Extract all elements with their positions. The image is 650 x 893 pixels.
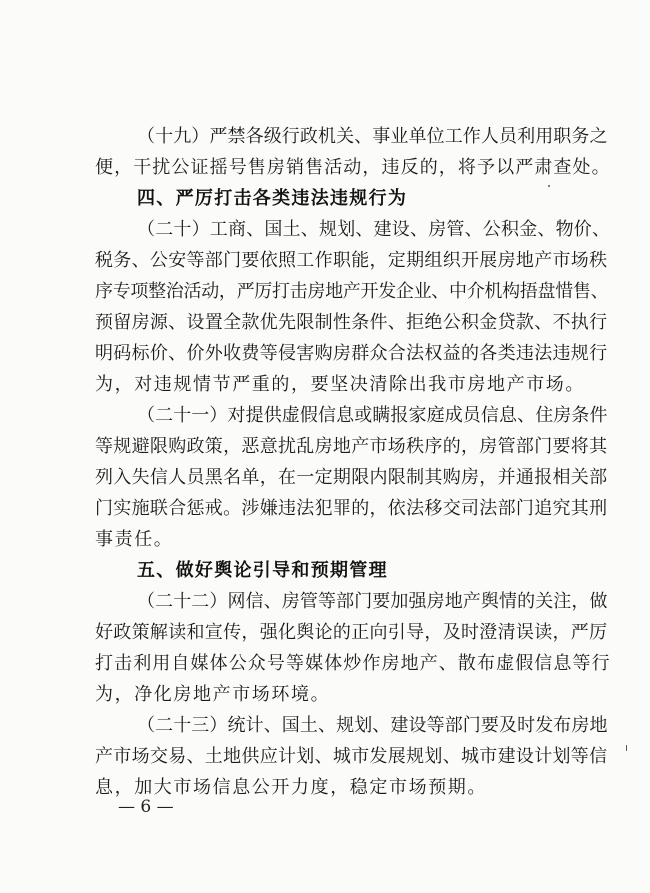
paragraph-21-line-2: 等规避限购政策，恶意扰乱房地产市场秩序的，房管部门要将其 [95, 436, 608, 457]
paragraph-19-line-2: 便，干扰公证摇号售房销售活动，违反的，将予以严肃查处。 [95, 157, 611, 178]
scan-speck [548, 185, 550, 187]
section-heading-5: 五、做好舆论引导和预期管理 [137, 560, 388, 581]
paragraph-21-line-1: （二十一）对提供虚假信息或瞒报家庭成员信息、住房条件 [137, 405, 608, 426]
paragraph-22-line-2: 好政策解读和宣传，强化舆论的正向引导，及时澄清误读，严厉 [95, 622, 608, 643]
page-number: — 6 — [118, 797, 174, 817]
paragraph-19-line-1: （十九）严禁各级行政机关、事业单位工作人员利用职务之 [137, 126, 608, 147]
paragraph-20-line-1: （二十）工商、国土、规划、建设、房管、公积金、物价、 [137, 219, 611, 240]
paragraph-22-line-4: 为，净化房地产市场环境。 [95, 684, 331, 705]
paragraph-23-line-3: 息，加大市场信息公开力度，稳定市场预期。 [95, 777, 487, 798]
scan-speck [626, 745, 627, 751]
paragraph-20-line-2: 税务、公安等部门要依照工作职能，定期组织开展房地产市场秩 [95, 250, 608, 271]
paragraph-23-line-1: （二十三）统计、国土、规划、建设等部门要及时发布房地 [137, 715, 608, 736]
paragraph-22-line-3: 打击利用自媒体公众号等媒体炒作房地产、散布虚假信息等行 [95, 653, 611, 674]
paragraph-20-line-6: 为，对违规情节严重的，要坚决清除出我市房地产市场。 [95, 374, 585, 395]
paragraph-20-line-3: 序专项整治活动，严厉打击房地产开发企业、中介机构捂盘惜售、 [95, 281, 609, 302]
paragraph-23-line-2: 产市场交易、土地供应计划、城市发展规划、城市建设计划等信 [95, 746, 608, 767]
paragraph-20-line-4: 预留房源、设置全款优先限制性条件、拒绝公积金贷款、不执行 [95, 312, 608, 333]
paragraph-21-line-3: 列入失信人员黑名单，在一定期限内限制其购房，并通报相关部 [95, 467, 608, 488]
section-heading-4: 四、严厉打击各类违法违规行为 [137, 188, 408, 209]
paragraph-21-line-5: 事责任。 [95, 529, 174, 550]
paragraph-22-line-1: （二十二）网信、房管等部门要加强房地产舆情的关注，做 [137, 591, 608, 612]
paragraph-21-line-4: 门实施联合惩戒。涉嫌违法犯罪的，依法移交司法部门追究其刑 [95, 498, 608, 519]
paragraph-20-line-5: 明码标价、价外收费等侵害购房群众合法权益的各类违法违规行 [95, 343, 608, 364]
